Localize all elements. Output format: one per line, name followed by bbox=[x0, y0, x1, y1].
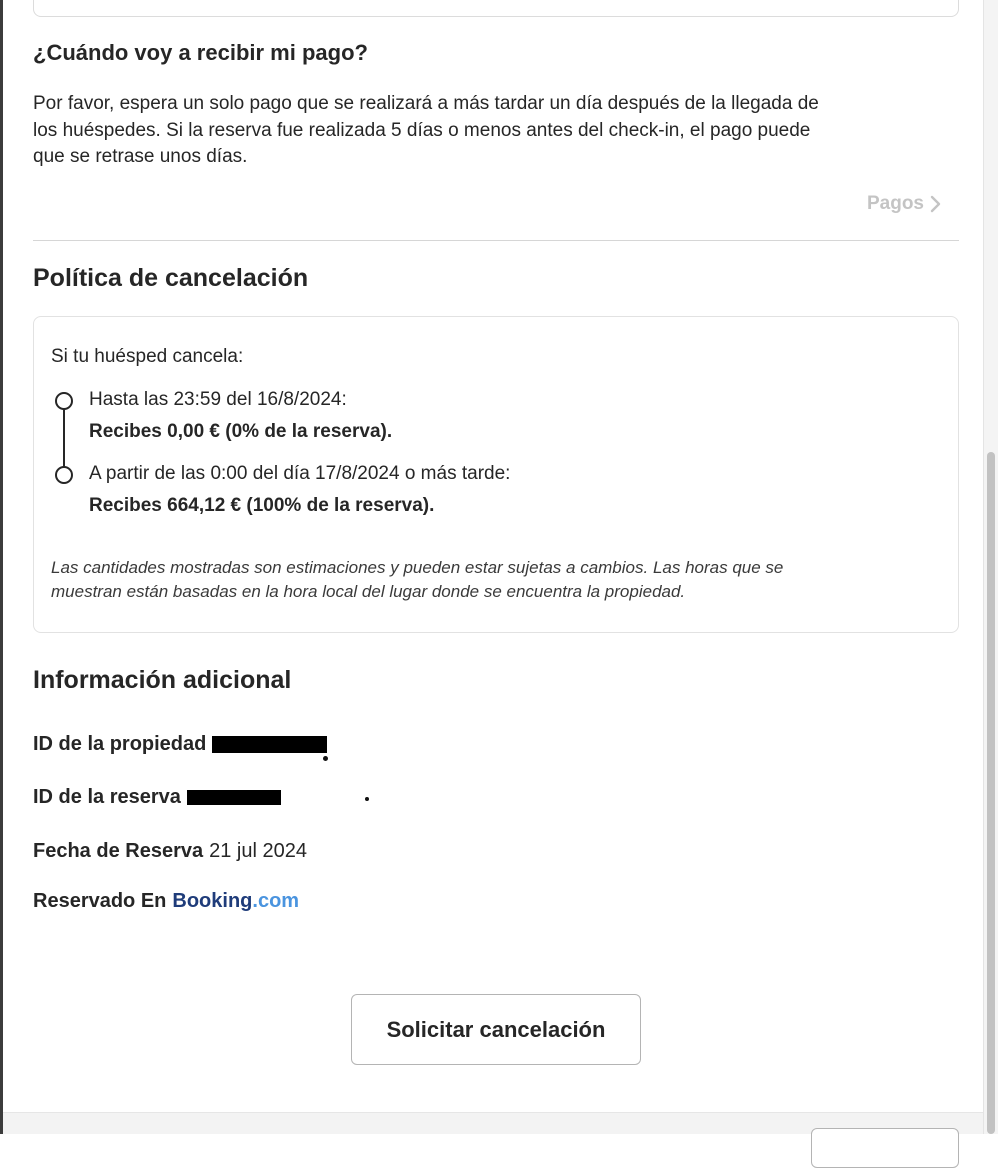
cancellation-policy-heading: Política de cancelación bbox=[33, 264, 309, 292]
timeline-step-when: Hasta las 23:59 del 16/8/2024: bbox=[89, 389, 347, 410]
payment-description-line: Por favor, espera un solo pago que se realizará a más tardar un día después de la llegada de bbox=[33, 93, 819, 114]
request-cancellation-button[interactable]: Solicitar cancelación bbox=[351, 994, 641, 1065]
booking-com-logo bbox=[172, 890, 299, 913]
stray-mark bbox=[323, 756, 328, 761]
previous-section-box bbox=[33, 0, 959, 17]
booking-date-value: 21 jul 2024 bbox=[209, 840, 307, 862]
payments-link[interactable] bbox=[867, 193, 941, 215]
timeline-step-amount: Recibes 0,00 € (0% de la reserva). bbox=[89, 421, 393, 442]
timeline-dot-icon bbox=[55, 392, 73, 410]
chevron-right-icon bbox=[930, 195, 941, 213]
payment-description bbox=[33, 91, 963, 171]
timeline-step-when: A partir de las 0:00 del día 17/8/2024 o más tarde: bbox=[89, 463, 511, 484]
payment-heading: ¿Cuándo voy a recibir mi pago? bbox=[33, 40, 368, 65]
brand-suffix: .com bbox=[252, 890, 300, 912]
redacted-value bbox=[187, 790, 281, 805]
payment-description-line: los huéspedes. Si la reserva fue realizada 5 días o menos antes del check-in, el pago puede bbox=[33, 119, 811, 141]
additional-info-heading: Información adicional bbox=[33, 666, 292, 694]
booking-date-row bbox=[33, 840, 307, 863]
booking-date-label: Fecha de Reserva bbox=[33, 840, 204, 862]
scrollbar-thumb[interactable] bbox=[987, 452, 995, 1134]
disclaimer-line: Las cantidades mostradas son estimaciones y pueden estar sujetas a cambios. Las horas que se bbox=[51, 558, 784, 577]
cancellation-policy-card bbox=[33, 316, 959, 633]
cancellation-intro: Si tu huésped cancela: bbox=[51, 346, 244, 367]
reservation-id-label: ID de la reserva bbox=[33, 786, 181, 808]
footer-bar bbox=[3, 1112, 983, 1134]
disclaimer-line: muestran están basadas en la hora local del lugar donde se encuentra la propiedad. bbox=[51, 582, 686, 601]
timeline-dot-icon bbox=[55, 466, 73, 484]
cancellation-disclaimer bbox=[51, 556, 941, 604]
brand-name: Booking bbox=[172, 890, 253, 912]
property-id-row bbox=[33, 733, 327, 756]
booked-on-row bbox=[33, 890, 299, 913]
payment-description-line: que se retrase unos días. bbox=[33, 146, 248, 167]
reservation-id-row bbox=[33, 786, 281, 809]
redacted-value bbox=[212, 736, 327, 753]
footer-button[interactable] bbox=[811, 1128, 959, 1168]
section-divider bbox=[33, 240, 959, 241]
booked-on-label: Reservado En bbox=[33, 890, 167, 912]
payments-link-label: Pagos bbox=[866, 193, 924, 214]
stray-mark bbox=[365, 797, 369, 801]
reservation-detail-panel bbox=[3, 0, 983, 1134]
property-id-label: ID de la propiedad bbox=[33, 733, 207, 755]
timeline-step-amount: Recibes 664,12 € (100% de la reserva). bbox=[89, 495, 435, 516]
